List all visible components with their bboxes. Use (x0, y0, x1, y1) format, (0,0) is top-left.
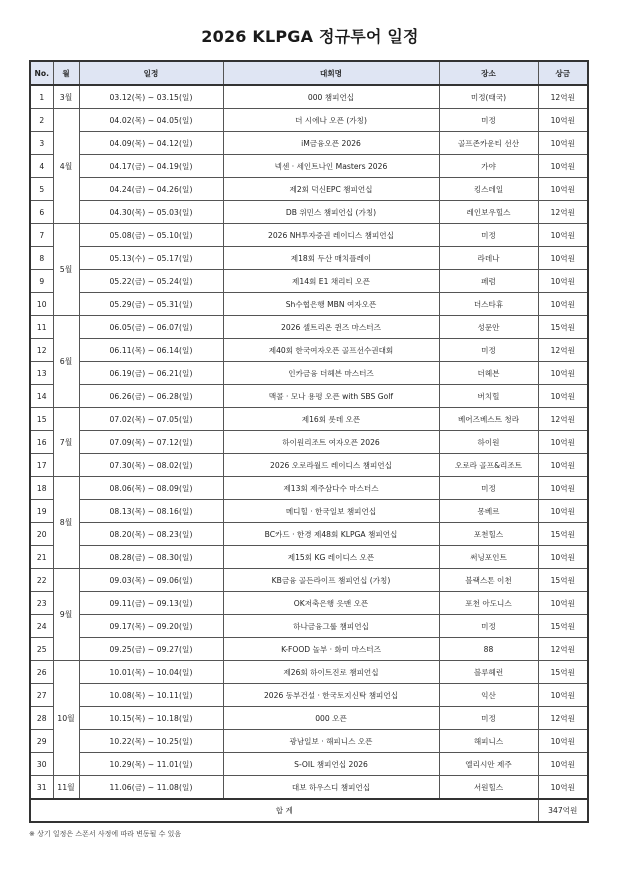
tournament-name: BC카드 · 한경 제48회 KLPGA 챔피언십 (223, 523, 439, 546)
row-number: 21 (30, 546, 53, 569)
row-number: 9 (30, 270, 53, 293)
row-number: 25 (30, 638, 53, 661)
table-row (30, 316, 588, 339)
date-range: 05.08(금) ~ 05.10(일) (79, 224, 223, 247)
prize-money: 10억원 (538, 477, 588, 500)
tournament-name: 제40회 한국여자오픈 골프선수권대회 (223, 339, 439, 362)
month-cell: 8월 (53, 477, 79, 569)
date-range: 09.17(목) ~ 09.20(일) (79, 615, 223, 638)
date-range: 08.20(목) ~ 08.23(일) (79, 523, 223, 546)
header-prize: 상금 (538, 61, 588, 85)
date-range: 09.25(금) ~ 09.27(일) (79, 638, 223, 661)
date-range: 07.02(목) ~ 07.05(일) (79, 408, 223, 431)
prize-money: 12억원 (538, 707, 588, 730)
tournament-name: 2026 오로라월드 레이디스 챔피언십 (223, 454, 439, 477)
tournament-name: 제13회 제주삼다수 마스터스 (223, 477, 439, 500)
venue: 더헤븐 (439, 362, 538, 385)
table-row (30, 615, 588, 638)
tournament-name: 제26회 하이트진로 챔피언십 (223, 661, 439, 684)
tournament-name: DB 위민스 챔피언십 (가칭) (223, 201, 439, 224)
row-number: 20 (30, 523, 53, 546)
table-row (30, 776, 588, 800)
venue: 레인보우힐스 (439, 201, 538, 224)
prize-money: 10억원 (538, 385, 588, 408)
venue: 블루헤런 (439, 661, 538, 684)
table-row (30, 523, 588, 546)
month-cell: 3월 (53, 85, 79, 109)
prize-money: 10억원 (538, 546, 588, 569)
month-cell: 9월 (53, 569, 79, 661)
venue: 미정(태국) (439, 85, 538, 109)
table-row (30, 247, 588, 270)
tournament-name: 제18회 두산 매치플레이 (223, 247, 439, 270)
date-range: 10.01(목) ~ 10.04(일) (79, 661, 223, 684)
table-row (30, 753, 588, 776)
tournament-name: 2026 셀트리온 퀸즈 마스터즈 (223, 316, 439, 339)
prize-money: 10억원 (538, 224, 588, 247)
table-row (30, 385, 588, 408)
prize-money: 10억원 (538, 270, 588, 293)
header-no: No. (30, 61, 53, 85)
venue: 미정 (439, 707, 538, 730)
table-row (30, 730, 588, 753)
row-number: 13 (30, 362, 53, 385)
venue: 미정 (439, 224, 538, 247)
venue: 해피니스 (439, 730, 538, 753)
prize-money: 10억원 (538, 730, 588, 753)
row-number: 16 (30, 431, 53, 454)
row-number: 5 (30, 178, 53, 201)
tournament-name: S-OIL 챔피언십 2026 (223, 753, 439, 776)
prize-money: 10억원 (538, 109, 588, 132)
table-row (30, 132, 588, 155)
table-row (30, 109, 588, 132)
total-prize: 347억원 (538, 799, 588, 822)
venue: 써닝포인트 (439, 546, 538, 569)
row-number: 22 (30, 569, 53, 592)
month-cell: 4월 (53, 109, 79, 224)
date-range: 06.26(금) ~ 06.28(일) (79, 385, 223, 408)
prize-money: 10억원 (538, 155, 588, 178)
venue: 88 (439, 638, 538, 661)
date-range: 07.09(목) ~ 07.12(일) (79, 431, 223, 454)
date-range: 09.11(금) ~ 09.13(일) (79, 592, 223, 615)
date-range: 04.30(목) ~ 05.03(일) (79, 201, 223, 224)
prize-money: 10억원 (538, 362, 588, 385)
prize-money: 10억원 (538, 132, 588, 155)
row-number: 31 (30, 776, 53, 800)
venue: 포천 아도니스 (439, 592, 538, 615)
date-range: 10.15(목) ~ 10.18(일) (79, 707, 223, 730)
date-range: 05.22(금) ~ 05.24(일) (79, 270, 223, 293)
prize-money: 10억원 (538, 431, 588, 454)
venue: 베어즈베스트 청라 (439, 408, 538, 431)
prize-money: 12억원 (538, 638, 588, 661)
row-number: 7 (30, 224, 53, 247)
date-range: 09.03(목) ~ 09.06(일) (79, 569, 223, 592)
prize-money: 12억원 (538, 408, 588, 431)
prize-money: 15억원 (538, 569, 588, 592)
page-title: 2026 KLPGA 정규투어 일정 (201, 27, 419, 46)
row-number: 10 (30, 293, 53, 316)
tournament-name: 제16회 롯데 오픈 (223, 408, 439, 431)
venue: 블랙스톤 이천 (439, 569, 538, 592)
total-row (30, 799, 588, 822)
row-number: 6 (30, 201, 53, 224)
date-range: 08.13(목) ~ 08.16(일) (79, 500, 223, 523)
venue: 성문안 (439, 316, 538, 339)
row-number: 15 (30, 408, 53, 431)
date-range: 07.30(목) ~ 08.02(일) (79, 454, 223, 477)
table-row (30, 707, 588, 730)
prize-money: 12억원 (538, 85, 588, 109)
venue: 킹스데일 (439, 178, 538, 201)
prize-money: 15억원 (538, 661, 588, 684)
table-row (30, 270, 588, 293)
header-name: 대회명 (223, 61, 439, 85)
row-number: 30 (30, 753, 53, 776)
date-range: 06.11(목) ~ 06.14(일) (79, 339, 223, 362)
tournament-name: 하이원리조트 여자오픈 2026 (223, 431, 439, 454)
date-range: 10.08(목) ~ 10.11(일) (79, 684, 223, 707)
tournament-name: 제15회 KG 레이디스 오픈 (223, 546, 439, 569)
tournament-name: Sh수협은행 MBN 여자오픈 (223, 293, 439, 316)
row-number: 24 (30, 615, 53, 638)
date-range: 04.09(목) ~ 04.12(일) (79, 132, 223, 155)
tournament-name: K-FOOD 놀부 · 화미 마스터즈 (223, 638, 439, 661)
table-row (30, 684, 588, 707)
venue: 버치힐 (439, 385, 538, 408)
header-month: 월 (53, 61, 79, 85)
date-range: 06.05(금) ~ 06.07(일) (79, 316, 223, 339)
table-row (30, 477, 588, 500)
date-range: 10.29(목) ~ 11.01(일) (79, 753, 223, 776)
row-number: 2 (30, 109, 53, 132)
date-range: 03.12(목) ~ 03.15(일) (79, 85, 223, 109)
table-row (30, 408, 588, 431)
tournament-name: 제14회 E1 채리티 오픈 (223, 270, 439, 293)
venue: 더스타휴 (439, 293, 538, 316)
tournament-name: 000 오픈 (223, 707, 439, 730)
date-range: 04.02(목) ~ 04.05(일) (79, 109, 223, 132)
table-row (30, 155, 588, 178)
row-number: 26 (30, 661, 53, 684)
month-cell: 7월 (53, 408, 79, 477)
tournament-name: 맥콜 · 모나 용평 오픈 with SBS Golf (223, 385, 439, 408)
header-venue: 장소 (439, 61, 538, 85)
prize-money: 10억원 (538, 454, 588, 477)
table-row (30, 224, 588, 247)
month-cell: 10월 (53, 661, 79, 776)
tournament-name: 인카금융 더헤븐 마스터즈 (223, 362, 439, 385)
prize-money: 10억원 (538, 684, 588, 707)
footnote: ※ 상기 일정은 스폰서 사정에 따라 변동될 수 있음 (29, 830, 182, 838)
table-row (30, 362, 588, 385)
date-range: 11.06(금) ~ 11.08(일) (79, 776, 223, 800)
venue: 오로라 골프&리조트 (439, 454, 538, 477)
prize-money: 10억원 (538, 247, 588, 270)
header-date: 일정 (79, 61, 223, 85)
venue: 엘리시안 제주 (439, 753, 538, 776)
date-range: 06.19(금) ~ 06.21(일) (79, 362, 223, 385)
row-number: 14 (30, 385, 53, 408)
tournament-name: OK저축은행 읏맨 오픈 (223, 592, 439, 615)
venue: 골프존카운티 선산 (439, 132, 538, 155)
prize-money: 10억원 (538, 500, 588, 523)
tournament-name: 더 시에나 오픈 (가칭) (223, 109, 439, 132)
table-row (30, 339, 588, 362)
table-row (30, 293, 588, 316)
venue: 하이원 (439, 431, 538, 454)
table-row (30, 178, 588, 201)
date-range: 08.28(금) ~ 08.30(일) (79, 546, 223, 569)
table-row (30, 431, 588, 454)
row-number: 1 (30, 85, 53, 109)
table-row (30, 201, 588, 224)
prize-money: 15억원 (538, 615, 588, 638)
month-cell: 6월 (53, 316, 79, 408)
prize-money: 15억원 (538, 316, 588, 339)
venue: 포천힐스 (439, 523, 538, 546)
tournament-name: 하나금융그룹 챔피언십 (223, 615, 439, 638)
table-row (30, 638, 588, 661)
row-number: 28 (30, 707, 53, 730)
venue: 페럼 (439, 270, 538, 293)
venue: 미정 (439, 477, 538, 500)
row-number: 4 (30, 155, 53, 178)
tournament-name: KB금융 골든라이프 챔피언십 (가칭) (223, 569, 439, 592)
tournament-name: 넥센 · 세인트나인 Masters 2026 (223, 155, 439, 178)
date-range: 10.22(목) ~ 10.25(일) (79, 730, 223, 753)
month-cell: 11월 (53, 776, 79, 800)
date-range: 04.17(금) ~ 04.19(일) (79, 155, 223, 178)
prize-money: 10억원 (538, 592, 588, 615)
table-row (30, 454, 588, 477)
venue: 라데나 (439, 247, 538, 270)
row-number: 17 (30, 454, 53, 477)
prize-money: 12억원 (538, 201, 588, 224)
tournament-name: 광남일보 · 해피니스 오픈 (223, 730, 439, 753)
prize-money: 10억원 (538, 293, 588, 316)
table-row (30, 85, 588, 109)
prize-money: 10억원 (538, 776, 588, 800)
prize-money: 10억원 (538, 178, 588, 201)
row-number: 27 (30, 684, 53, 707)
month-cell: 5월 (53, 224, 79, 316)
row-number: 3 (30, 132, 53, 155)
venue: 미정 (439, 339, 538, 362)
venue: 미정 (439, 615, 538, 638)
row-number: 29 (30, 730, 53, 753)
venue: 미정 (439, 109, 538, 132)
row-number: 11 (30, 316, 53, 339)
schedule-table (29, 60, 589, 823)
prize-money: 10억원 (538, 753, 588, 776)
tournament-name: 2026 동부건설 · 한국토지신탁 챔피언십 (223, 684, 439, 707)
total-label: 합 계 (30, 799, 538, 822)
row-number: 12 (30, 339, 53, 362)
date-range: 04.24(금) ~ 04.26(일) (79, 178, 223, 201)
tournament-name: 000 챔피언십 (223, 85, 439, 109)
table-row (30, 661, 588, 684)
date-range: 05.13(수) ~ 05.17(일) (79, 247, 223, 270)
tournament-name: iM금융오픈 2026 (223, 132, 439, 155)
table-row (30, 500, 588, 523)
date-range: 08.06(목) ~ 08.09(일) (79, 477, 223, 500)
date-range: 05.29(금) ~ 05.31(일) (79, 293, 223, 316)
row-number: 19 (30, 500, 53, 523)
schedule-body (30, 85, 588, 799)
table-header-row (30, 61, 588, 85)
table-row (30, 592, 588, 615)
row-number: 18 (30, 477, 53, 500)
table-row (30, 546, 588, 569)
tournament-name: 대보 하우스디 챔피언십 (223, 776, 439, 800)
prize-money: 12억원 (538, 339, 588, 362)
venue: 몽베르 (439, 500, 538, 523)
tournament-name: 메디힐 · 한국일보 챔피언십 (223, 500, 439, 523)
tournament-name: 제2회 덕신EPC 챔피언십 (223, 178, 439, 201)
table-row (30, 569, 588, 592)
venue: 서원힐스 (439, 776, 538, 800)
row-number: 8 (30, 247, 53, 270)
venue: 가야 (439, 155, 538, 178)
row-number: 23 (30, 592, 53, 615)
prize-money: 15억원 (538, 523, 588, 546)
tournament-name: 2026 NH투자증권 레이디스 챔피언십 (223, 224, 439, 247)
venue: 익산 (439, 684, 538, 707)
